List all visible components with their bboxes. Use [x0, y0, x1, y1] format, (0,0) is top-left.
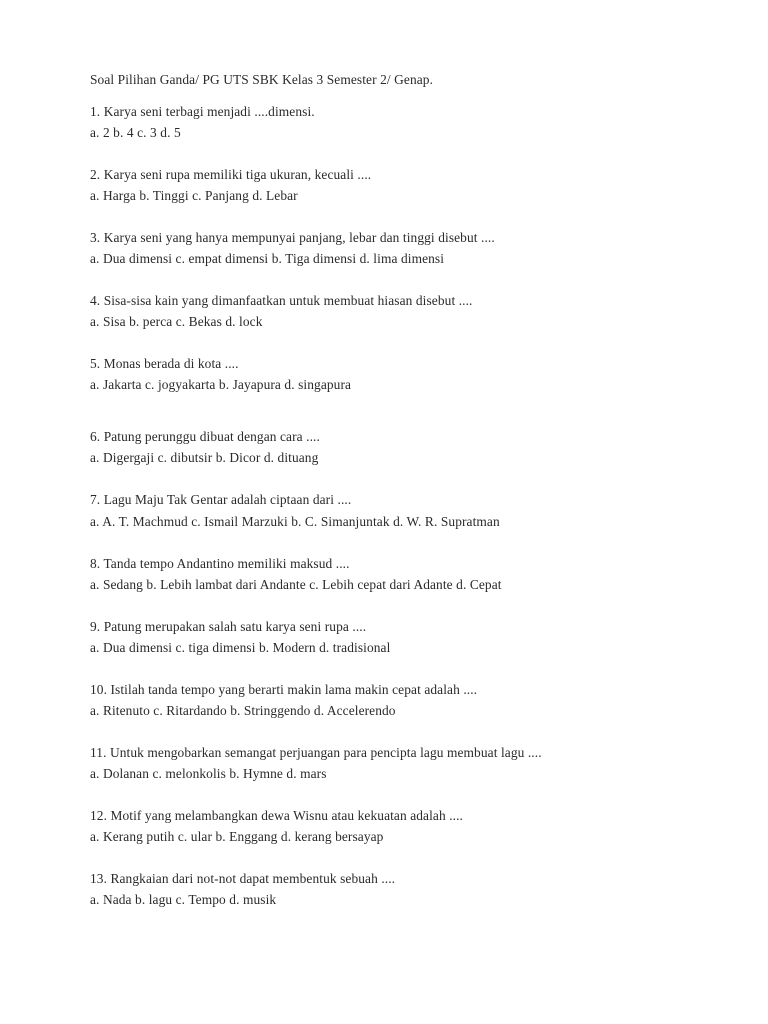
question-5-options: a. Jakarta c. jogyakarta b. Jayapura d. singapura	[90, 377, 352, 392]
question-3: 3. Karya seni yang hanya mempunyai panjang, lebar dan tinggi disebut ....	[90, 230, 495, 245]
question-1-options: a. 2 b. 4 c. 3 d. 5	[90, 125, 181, 140]
question-3-options: a. Dua dimensi c. empat dimensi b. Tiga dimensi d. lima dimensi	[90, 251, 445, 266]
question-11: 11. Untuk mengobarkan semangat perjuangan para pencipta lagu membuat lagu ....	[90, 745, 542, 760]
question-9-options: a. Dua dimensi c. tiga dimensi b. Modern d. tradisional	[90, 640, 391, 655]
question-7: 7. Lagu Maju Tak Gentar adalah ciptaan dari ....	[90, 492, 352, 507]
question-13-options: a. Nada b. lagu c. Tempo d. musik	[90, 892, 277, 907]
question-5: 5. Monas berada di kota ....	[90, 356, 239, 371]
question-13: 13. Rangkaian dari not-not dapat membentuk sebuah ....	[90, 871, 396, 886]
question-4: 4. Sisa-sisa kain yang dimanfaatkan untuk membuat hiasan disebut ....	[90, 293, 473, 308]
question-8: 8. Tanda tempo Andantino memiliki maksud ....	[90, 556, 350, 571]
question-10-options: a. Ritenuto c. Ritardando b. Stringgendo d. Accelerendo	[90, 703, 396, 718]
question-12: 12. Motif yang melambangkan dewa Wisnu atau kekuatan adalah ....	[90, 808, 464, 823]
question-1: 1. Karya seni terbagi menjadi ....dimensi.	[90, 104, 315, 119]
question-8-options: a. Sedang b. Lebih lambat dari Andante c. Lebih cepat dari Adante d. Cepat	[90, 577, 502, 592]
document-title: Soal Pilihan Ganda/ PG UTS SBK Kelas 3 Semester 2/ Genap.	[90, 72, 434, 87]
question-2-options: a. Harga b. Tinggi c. Panjang d. Lebar	[90, 188, 298, 203]
question-2: 2. Karya seni rupa memiliki tiga ukuran, kecuali ....	[90, 167, 372, 182]
question-6-options: a. Digergaji c. dibutsir b. Dicor d. dituang	[90, 450, 319, 465]
question-6: 6. Patung perunggu dibuat dengan cara ....	[90, 429, 320, 444]
question-12-options: a. Kerang putih c. ular b. Enggang d. kerang bersayap	[90, 829, 384, 844]
question-9: 9. Patung merupakan salah satu karya seni rupa ....	[90, 619, 367, 634]
question-7-options: a. A. T. Machmud c. Ismail Marzuki b. C. Simanjuntak d. W. R. Supratman	[90, 514, 500, 529]
question-4-options: a. Sisa b. perca c. Bekas d. lock	[90, 314, 263, 329]
question-11-options: a. Dolanan c. melonkolis b. Hymne d. mars	[90, 766, 327, 781]
question-10: 10. Istilah tanda tempo yang berarti makin lama makin cepat adalah ....	[90, 682, 478, 697]
